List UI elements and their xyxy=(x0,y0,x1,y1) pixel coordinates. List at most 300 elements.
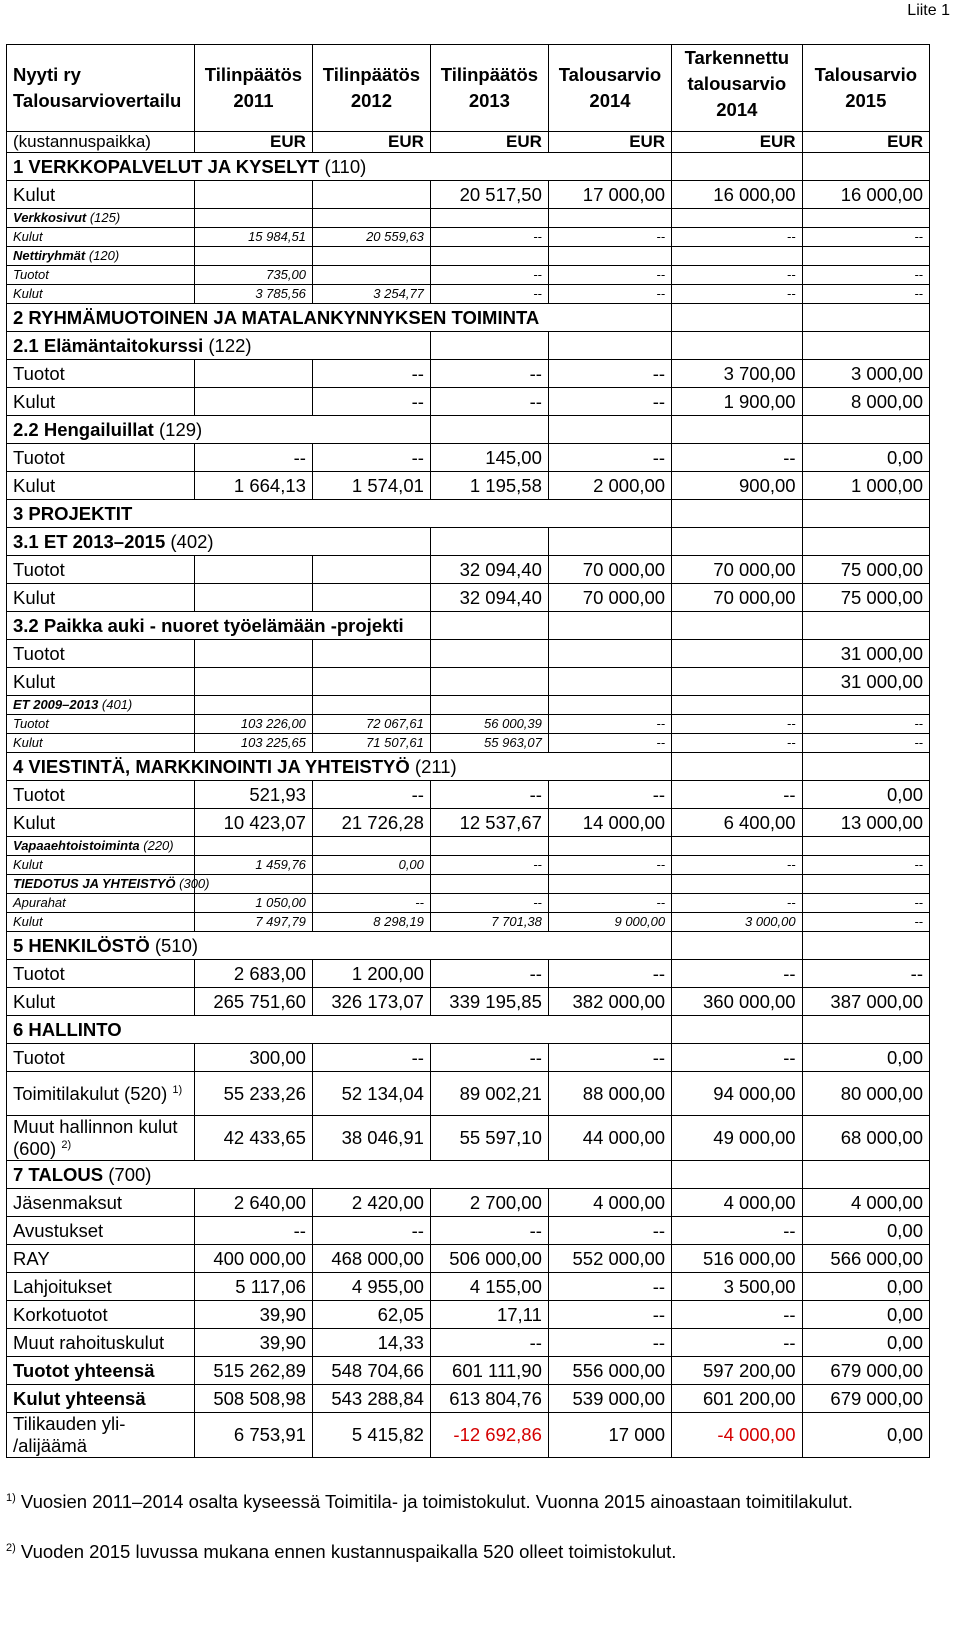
col-header-2012: Tilinpäätös 2012 xyxy=(312,45,430,132)
unit-label: (kustannuspaikka) xyxy=(7,132,195,153)
empty-cell xyxy=(672,1016,803,1044)
row-label: Muut rahoituskulut xyxy=(7,1329,195,1357)
section-name: 2.2 Hengailuillat xyxy=(13,418,154,440)
empty-cell xyxy=(430,416,548,444)
section-title xyxy=(7,1016,672,1044)
empty-cell xyxy=(312,837,430,856)
value-cell: 3 700,00 xyxy=(672,360,803,388)
value-cell: 4 955,00 xyxy=(312,1273,430,1301)
value-cell xyxy=(194,360,312,388)
value-cell: 8 000,00 xyxy=(802,388,929,416)
section-heading-row xyxy=(7,1016,930,1044)
value-cell: 601 200,00 xyxy=(672,1385,803,1413)
value-cell xyxy=(312,584,430,612)
table-row xyxy=(7,584,930,612)
value-cell: 2 683,00 xyxy=(194,960,312,988)
value-cell: 326 173,07 xyxy=(312,988,430,1016)
value-cell: 17,11 xyxy=(430,1301,548,1329)
empty-cell xyxy=(430,528,548,556)
empty-cell xyxy=(430,837,548,856)
col-header-2014: Talousarvio 2014 xyxy=(548,45,671,132)
value-cell: 5 415,82 xyxy=(312,1413,430,1458)
value-cell: 75 000,00 xyxy=(802,584,929,612)
value-cell: 2 700,00 xyxy=(430,1189,548,1217)
empty-cell xyxy=(672,500,803,528)
value-cell: 32 094,40 xyxy=(430,556,548,584)
empty-cell xyxy=(548,875,671,894)
value-cell: 16 000,00 xyxy=(672,181,803,209)
value-cell: 0,00 xyxy=(802,1301,929,1329)
value-cell: 38 046,91 xyxy=(312,1116,430,1161)
value-cell: 0,00 xyxy=(802,1413,929,1458)
table-row xyxy=(7,556,930,584)
row-label: Tuotot xyxy=(7,640,195,668)
footnote-text: Vuoden 2015 luvussa mukana ennen kustannuspaikalla 520 olleet toimistokulut. xyxy=(15,1541,677,1562)
value-cell: 679 000,00 xyxy=(802,1385,929,1413)
table-row xyxy=(7,266,930,285)
value-cell: 12 537,67 xyxy=(430,809,548,837)
value-cell xyxy=(194,640,312,668)
value-cell: 7 497,79 xyxy=(194,913,312,932)
row-label: Tuotot xyxy=(7,360,195,388)
section-name: ET 2009–2013 xyxy=(13,697,99,712)
empty-cell xyxy=(672,528,803,556)
value-cell: 56 000,39 xyxy=(430,715,548,734)
subsection-heading-row xyxy=(7,696,930,715)
appendix-label: Liite 1 xyxy=(907,2,950,19)
value-cell xyxy=(312,266,430,285)
value-cell: -- xyxy=(548,360,671,388)
value-cell: -- xyxy=(194,444,312,472)
value-cell: 3 500,00 xyxy=(672,1273,803,1301)
value-cell: -12 692,86 xyxy=(430,1413,548,1458)
empty-cell xyxy=(194,875,312,894)
cost-center-code: (402) xyxy=(165,530,214,552)
value-cell: 1 900,00 xyxy=(672,388,803,416)
table-row xyxy=(7,1189,930,1217)
unit-row xyxy=(7,132,930,153)
value-cell: -- xyxy=(312,1044,430,1072)
value-cell: 55 233,26 xyxy=(194,1072,312,1116)
value-cell xyxy=(312,556,430,584)
value-cell: 0,00 xyxy=(802,1329,929,1357)
value-cell: 4 155,00 xyxy=(430,1273,548,1301)
section-heading-row xyxy=(7,753,930,781)
value-cell: 8 298,19 xyxy=(312,913,430,932)
empty-cell xyxy=(672,332,803,360)
cost-center-code: (125) xyxy=(86,210,121,225)
value-cell xyxy=(430,668,548,696)
empty-cell xyxy=(802,875,929,894)
value-cell: 4 000,00 xyxy=(672,1189,803,1217)
section-name: 5 HENKILÖSTÖ xyxy=(13,934,150,956)
subsection-heading-row xyxy=(7,612,930,640)
cost-center-code: (510) xyxy=(149,934,199,956)
cost-center-code: (300) xyxy=(175,876,210,891)
value-cell: -- xyxy=(672,444,803,472)
value-cell: -- xyxy=(672,894,803,913)
value-cell: 679 000,00 xyxy=(802,1357,929,1385)
section-title xyxy=(7,416,431,444)
section-title xyxy=(7,528,431,556)
value-cell: -- xyxy=(672,781,803,809)
row-label: Tuotot xyxy=(7,715,195,734)
value-cell xyxy=(312,668,430,696)
col-header-2014-revised: Tarkennettu talousarvio 2014 xyxy=(672,45,803,132)
empty-cell xyxy=(672,1161,803,1189)
section-title xyxy=(7,332,431,360)
value-cell: -- xyxy=(312,781,430,809)
value-cell: 387 000,00 xyxy=(802,988,929,1016)
empty-cell xyxy=(672,612,803,640)
section-name: Nettiryhmät xyxy=(13,248,86,263)
empty-cell xyxy=(548,696,671,715)
value-cell: -- xyxy=(672,228,803,247)
value-cell: 1 050,00 xyxy=(194,894,312,913)
empty-cell xyxy=(312,209,430,228)
empty-cell xyxy=(430,332,548,360)
unit-cell: EUR xyxy=(194,132,312,153)
empty-cell xyxy=(672,932,803,960)
row-label: Toimitilakulut (520) $^{1)}$ xyxy=(7,1072,195,1116)
section-name: 3 PROJEKTIT xyxy=(13,502,133,524)
empty-cell xyxy=(802,209,929,228)
value-cell: 31 000,00 xyxy=(802,640,929,668)
value-cell: 601 111,90 xyxy=(430,1357,548,1385)
value-cell: 556 000,00 xyxy=(548,1357,671,1385)
value-cell: -- xyxy=(802,960,929,988)
row-label: Avustukset xyxy=(7,1217,195,1245)
header-row xyxy=(7,45,930,132)
value-cell: 597 200,00 xyxy=(672,1357,803,1385)
subsection-heading-row xyxy=(7,247,930,266)
table-row xyxy=(7,472,930,500)
table-row xyxy=(7,715,930,734)
empty-cell xyxy=(802,528,929,556)
value-cell: 52 134,04 xyxy=(312,1072,430,1116)
empty-cell xyxy=(672,209,803,228)
section-title xyxy=(7,153,672,181)
value-cell xyxy=(672,668,803,696)
value-cell: -- xyxy=(802,734,929,753)
section-name: 3.1 ET 2013–2015 xyxy=(13,530,166,552)
empty-cell xyxy=(672,875,803,894)
section-name: 3.2 Paikka auki - nuoret työelämään -projekti xyxy=(13,614,404,636)
value-cell: 32 094,40 xyxy=(430,584,548,612)
cost-center-code: (110) xyxy=(319,155,367,177)
row-label: Kulut xyxy=(7,388,195,416)
value-cell: 55 963,07 xyxy=(430,734,548,753)
section-title xyxy=(7,612,431,640)
value-cell: 15 984,51 xyxy=(194,228,312,247)
row-label: Korkotuotot xyxy=(7,1301,195,1329)
subsection-heading-row xyxy=(7,332,930,360)
row-label: Kulut xyxy=(7,734,195,753)
footnote-text: Vuosien 2011–2014 osalta kyseessä Toimitila- ja toimistokulut. Vuonna 2015 ainoastaan toimitilakulut. xyxy=(15,1491,853,1512)
value-cell: 0,00 xyxy=(802,1273,929,1301)
value-cell: 613 804,76 xyxy=(430,1385,548,1413)
value-cell: 900,00 xyxy=(672,472,803,500)
table-row xyxy=(7,228,930,247)
empty-cell xyxy=(312,696,430,715)
empty-cell xyxy=(672,416,803,444)
value-cell: 1 200,00 xyxy=(312,960,430,988)
row-label: Tuotot yhteensä xyxy=(7,1357,195,1385)
value-cell: 521,93 xyxy=(194,781,312,809)
value-cell xyxy=(194,584,312,612)
value-cell: -- xyxy=(430,228,548,247)
org-name: Nyyti ry xyxy=(13,64,81,85)
table-row xyxy=(7,1301,930,1329)
empty-cell xyxy=(312,875,430,894)
table-row xyxy=(7,1116,930,1161)
section-heading-row xyxy=(7,932,930,960)
value-cell: 3 000,00 xyxy=(672,913,803,932)
value-cell: 468 000,00 xyxy=(312,1245,430,1273)
value-cell: 13 000,00 xyxy=(802,809,929,837)
value-cell: 145,00 xyxy=(430,444,548,472)
value-cell: -- xyxy=(548,1273,671,1301)
value-cell: -- xyxy=(548,1217,671,1245)
value-cell: 300,00 xyxy=(194,1044,312,1072)
value-cell: 735,00 xyxy=(194,266,312,285)
empty-cell xyxy=(548,612,671,640)
value-cell: 70 000,00 xyxy=(548,584,671,612)
value-cell: 94 000,00 xyxy=(672,1072,803,1116)
value-cell: 3 000,00 xyxy=(802,360,929,388)
value-cell: 1 664,13 xyxy=(194,472,312,500)
cost-center-code: (120) xyxy=(85,248,120,263)
table-row xyxy=(7,668,930,696)
empty-cell xyxy=(430,209,548,228)
row-label: Kulut xyxy=(7,809,195,837)
subsection-heading-row xyxy=(7,209,930,228)
value-cell: 14,33 xyxy=(312,1329,430,1357)
value-cell: -- xyxy=(430,1329,548,1357)
table-row xyxy=(7,781,930,809)
value-cell: -- xyxy=(802,266,929,285)
value-cell: 0,00 xyxy=(802,1217,929,1245)
col-header-2013: Tilinpäätös 2013 xyxy=(430,45,548,132)
value-cell: 62,05 xyxy=(312,1301,430,1329)
value-cell: 71 507,61 xyxy=(312,734,430,753)
empty-cell xyxy=(430,875,548,894)
empty-cell xyxy=(548,332,671,360)
footnote-ref: 2) xyxy=(61,1138,72,1151)
value-cell: 5 117,06 xyxy=(194,1273,312,1301)
empty-cell xyxy=(802,332,929,360)
empty-cell xyxy=(672,304,803,332)
row-label: Kulut xyxy=(7,913,195,932)
row-label: Kulut xyxy=(7,472,195,500)
empty-cell xyxy=(802,153,929,181)
value-cell: 17 000,00 xyxy=(548,181,671,209)
empty-cell xyxy=(430,612,548,640)
cost-center-code: (700) xyxy=(103,1163,152,1185)
value-cell: -- xyxy=(802,913,929,932)
empty-cell xyxy=(802,612,929,640)
value-cell: 103 225,65 xyxy=(194,734,312,753)
section-title xyxy=(7,932,672,960)
value-cell: 360 000,00 xyxy=(672,988,803,1016)
empty-cell xyxy=(548,247,671,266)
section-title xyxy=(7,837,195,856)
section-name: 7 TALOUS xyxy=(13,1163,104,1185)
value-cell: 3 254,77 xyxy=(312,285,430,304)
table-row xyxy=(7,285,930,304)
section-title xyxy=(7,696,195,715)
value-cell: -- xyxy=(548,266,671,285)
table-row xyxy=(7,809,930,837)
section-name: 1 VERKKOPALVELUT JA KYSELYT xyxy=(13,155,320,177)
section-name: 2 RYHMÄMUOTOINEN JA MATALANKYNNYKSEN TOIMINTA xyxy=(13,306,540,328)
row-label: Muut hallinnon kulut (600) $^{2)}$ xyxy=(7,1116,195,1161)
row-label: Kulut xyxy=(7,181,195,209)
value-cell: 10 423,07 xyxy=(194,809,312,837)
value-cell: 515 262,89 xyxy=(194,1357,312,1385)
row-label: Kulut xyxy=(7,228,195,247)
value-cell: -- xyxy=(312,444,430,472)
empty-cell xyxy=(194,209,312,228)
value-cell: 543 288,84 xyxy=(312,1385,430,1413)
value-cell: -- xyxy=(672,1044,803,1072)
value-cell: 44 000,00 xyxy=(548,1116,671,1161)
value-cell: 2 420,00 xyxy=(312,1189,430,1217)
value-cell: -- xyxy=(194,1217,312,1245)
value-cell: 4 000,00 xyxy=(548,1189,671,1217)
budget-comparison-table xyxy=(6,44,930,1458)
value-cell: 68 000,00 xyxy=(802,1116,929,1161)
table-row xyxy=(7,1273,930,1301)
value-cell xyxy=(312,640,430,668)
value-cell: -- xyxy=(548,228,671,247)
value-cell: -- xyxy=(548,960,671,988)
value-cell: -- xyxy=(548,781,671,809)
value-cell: -- xyxy=(548,715,671,734)
value-cell: -- xyxy=(802,894,929,913)
empty-cell xyxy=(194,247,312,266)
value-cell: -- xyxy=(548,285,671,304)
table-row xyxy=(7,181,930,209)
value-cell: 1 195,58 xyxy=(430,472,548,500)
value-cell xyxy=(312,181,430,209)
value-cell xyxy=(194,388,312,416)
value-cell: 1 459,76 xyxy=(194,856,312,875)
value-cell: -- xyxy=(312,388,430,416)
value-cell: 508 508,98 xyxy=(194,1385,312,1413)
section-title xyxy=(7,209,195,228)
value-cell: 9 000,00 xyxy=(548,913,671,932)
value-cell: -- xyxy=(430,894,548,913)
row-label: Kulut xyxy=(7,988,195,1016)
empty-cell xyxy=(430,247,548,266)
value-cell: -- xyxy=(430,285,548,304)
value-cell: -- xyxy=(548,1301,671,1329)
value-cell: 552 000,00 xyxy=(548,1245,671,1273)
row-label: Kulut yhteensä xyxy=(7,1385,195,1413)
table-body xyxy=(7,45,930,1458)
table-row xyxy=(7,360,930,388)
value-cell: -- xyxy=(312,894,430,913)
row-label: Apurahat xyxy=(7,894,195,913)
empty-cell xyxy=(194,837,312,856)
value-cell: 506 000,00 xyxy=(430,1245,548,1273)
value-cell: 20 517,50 xyxy=(430,181,548,209)
row-label: Tuotot xyxy=(7,960,195,988)
section-heading-row xyxy=(7,500,930,528)
section-title xyxy=(7,500,672,528)
value-cell: -- xyxy=(548,444,671,472)
table-title: Talousarviovertailu xyxy=(13,90,182,111)
row-label: Lahjoitukset xyxy=(7,1273,195,1301)
section-heading-row xyxy=(7,153,930,181)
table-row xyxy=(7,388,930,416)
value-cell: 70 000,00 xyxy=(548,556,671,584)
col-header-2011: Tilinpäätös 2011 xyxy=(194,45,312,132)
subsection-heading-row xyxy=(7,875,930,894)
table-row xyxy=(7,1329,930,1357)
value-cell: 31 000,00 xyxy=(802,668,929,696)
value-cell: -- xyxy=(430,360,548,388)
value-cell xyxy=(194,181,312,209)
value-cell: 17 000 xyxy=(548,1413,671,1458)
table-row xyxy=(7,1072,930,1116)
unit-cell: EUR xyxy=(672,132,803,153)
row-label: Tuotot xyxy=(7,556,195,584)
value-cell: 516 000,00 xyxy=(672,1245,803,1273)
empty-cell xyxy=(802,1016,929,1044)
value-cell: -- xyxy=(548,894,671,913)
empty-cell xyxy=(802,304,929,332)
section-name: 4 VIESTINTÄ, MARKKINOINTI JA YHTEISTYÖ xyxy=(13,755,410,777)
value-cell: 39,90 xyxy=(194,1301,312,1329)
value-cell: -- xyxy=(802,228,929,247)
value-cell: 6 753,91 xyxy=(194,1413,312,1458)
section-title xyxy=(7,875,210,894)
table-row xyxy=(7,640,930,668)
empty-cell xyxy=(548,528,671,556)
value-cell xyxy=(194,556,312,584)
value-cell: 265 751,60 xyxy=(194,988,312,1016)
value-cell: 39,90 xyxy=(194,1329,312,1357)
section-title xyxy=(7,304,672,332)
row-label: Tuotot xyxy=(7,1044,195,1072)
value-cell xyxy=(430,640,548,668)
section-title xyxy=(7,247,195,266)
footnote-2 xyxy=(6,1539,936,1565)
section-name: TIEDOTUS JA YHTEISTYÖ xyxy=(13,876,176,891)
value-cell: -- xyxy=(672,285,803,304)
empty-cell xyxy=(802,837,929,856)
row-label: Tilikauden yli- /alijäämä xyxy=(7,1413,195,1458)
value-cell: 0,00 xyxy=(802,781,929,809)
value-cell: -- xyxy=(430,266,548,285)
value-cell: -- xyxy=(430,781,548,809)
value-cell: 88 000,00 xyxy=(548,1072,671,1116)
empty-cell xyxy=(802,416,929,444)
empty-cell xyxy=(548,209,671,228)
subsection-heading-row xyxy=(7,528,930,556)
empty-cell xyxy=(312,247,430,266)
unit-cell: EUR xyxy=(430,132,548,153)
value-cell: 55 597,10 xyxy=(430,1116,548,1161)
value-cell: 21 726,28 xyxy=(312,809,430,837)
empty-cell xyxy=(194,696,312,715)
value-cell: -- xyxy=(312,360,430,388)
value-cell: 400 000,00 xyxy=(194,1245,312,1273)
cost-center-code: (401) xyxy=(98,697,133,712)
empty-cell xyxy=(672,153,803,181)
